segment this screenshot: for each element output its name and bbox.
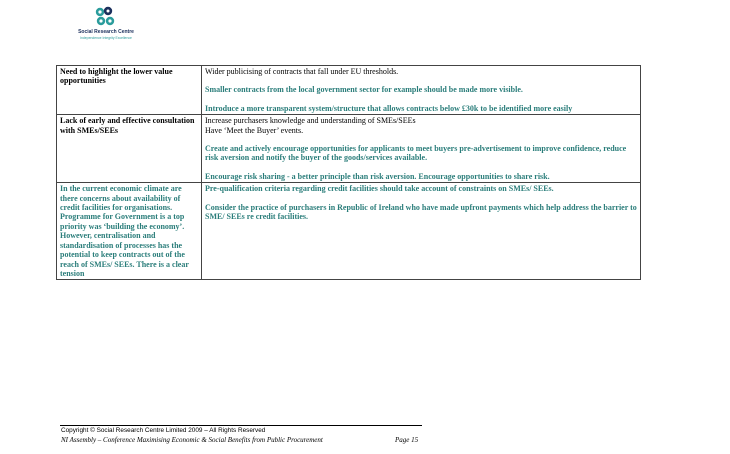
logo-tagline: Independence Integrity Excellence: [80, 36, 132, 40]
action-cell: [202, 66, 641, 115]
action-text: Smaller contracts from the local government sector for example should be made more visible.: [205, 85, 523, 95]
footer-document-title: NI Assembly – Conference Maximising Economic & Social Benefits from Public Procurement: [61, 436, 323, 444]
action-cell: [202, 115, 641, 183]
action-text: Encourage risk sharing - a better principle than risk aversion. Encourage opportunities to share risk.: [205, 171, 550, 181]
action-text: Have ‘Meet the Buyer’ events.: [205, 125, 304, 135]
table-row: [57, 66, 641, 115]
logo-name: Social Research Centre: [78, 29, 134, 35]
logo-mark-icon: [93, 6, 119, 28]
action-text: Pre-qualification criteria regarding credit facilities should take account of constraints on SMEs/ SEEs.: [205, 184, 554, 194]
table-row: [57, 115, 641, 183]
action-text: Increase purchasers knowledge and understanding of SMEs/SEEs: [205, 116, 416, 126]
action-cell: [202, 183, 641, 280]
action-text: Create and actively encourage opportunities for applicants to meet buyers pre-advertisement to improve confidence, reduce risk aversion and notify the buyer of the goods/services available.: [205, 144, 627, 163]
copyright-text: Copyright © Social Research Centre Limited 2009 – All Rights Reserved: [61, 427, 266, 434]
recommendations-table: [56, 65, 641, 280]
issue-cell: Need to highlight the lower value opportunities: [57, 66, 202, 115]
page-number: Page 15: [395, 436, 419, 444]
footer-divider: [60, 425, 422, 426]
table-row: [57, 183, 641, 280]
issue-cell: Lack of early and effective consultation with SMEs/SEEs: [57, 115, 202, 183]
action-text: Introduce a more transparent system/structure that allows contracts below £30k to be identified more easily: [205, 103, 573, 113]
action-text: Consider the practice of purchasers in Republic of Ireland who have made upfront payments which help address the barrier to SME/ SEEs re credit facilities.: [205, 202, 637, 222]
issue-cell: In the current economic climate are there concerns about availability of credit facilities for organisations. Programme for Government is a top priority was ‘building the economy’. However, centralisation and standardisation of processes has the potential to keep contracts out of the reach of SMEs/ SEEs. There is a clear tension: [57, 183, 202, 280]
company-logo: [70, 6, 142, 54]
action-text: Wider publicising of contracts that fall under EU thresholds.: [205, 67, 399, 76]
